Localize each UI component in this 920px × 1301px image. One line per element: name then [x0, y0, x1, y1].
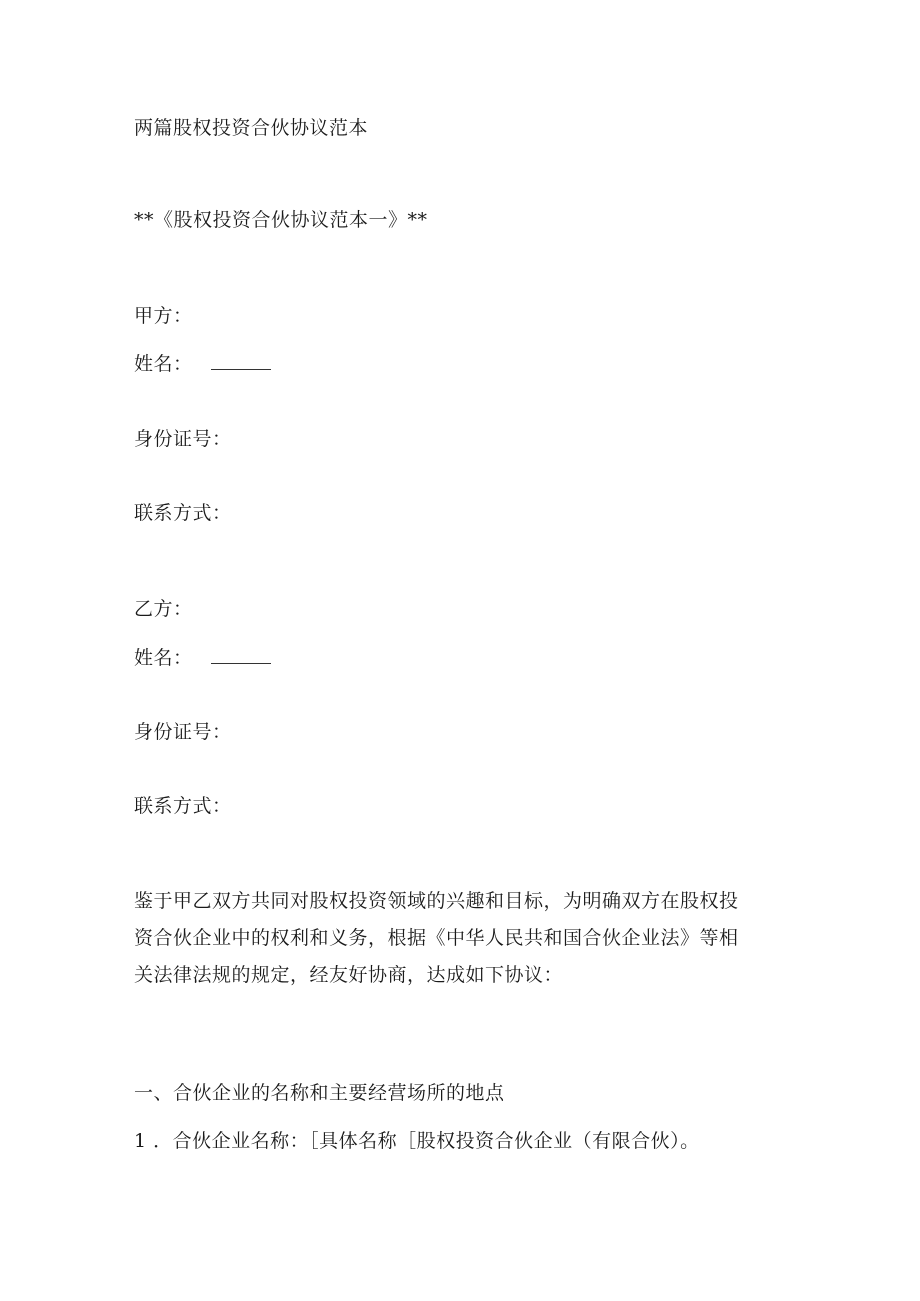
preamble-line-1: 鉴于甲乙双方共同对股权投资领域的兴趣和目标，为明确双方在股权投: [134, 890, 739, 912]
document-title: 两篇股权投资合伙协议范本: [134, 117, 369, 139]
preamble-line-3: 关法律法规的规定，经友好协商，达成如下协议：: [134, 964, 564, 986]
party-b-name-row: [134, 646, 271, 670]
party-a-name-label: 姓名：: [134, 353, 193, 375]
party-b-contact-label: 联系方式：: [134, 795, 232, 817]
party-a-name-row: [134, 352, 271, 376]
party-a-name-blank: [211, 355, 271, 370]
party-a-contact-label: 联系方式：: [134, 502, 232, 524]
preamble-line-2: 资合伙企业中的权利和义务，根据《中华人民共和国合伙企业法》等相: [134, 927, 739, 949]
party-a-id-label: 身份证号：: [134, 428, 232, 450]
party-b-name-label: 姓名：: [134, 647, 193, 669]
preamble-paragraph: [134, 883, 774, 994]
agreement-subtitle: **《股权投资合伙协议范本一》**: [134, 209, 428, 231]
party-b-id-label: 身份证号：: [134, 721, 232, 743]
section-1-heading: 一、合伙企业的名称和主要经营场所的地点: [134, 1082, 505, 1104]
section-1-item-1: 1 ．合伙企业名称：［具体名称［股权投资合伙企业（有限合伙）。: [134, 1130, 700, 1152]
party-a-heading: 甲方：: [134, 305, 193, 327]
party-b-heading: 乙方：: [134, 598, 193, 620]
party-b-name-blank: [211, 649, 271, 664]
